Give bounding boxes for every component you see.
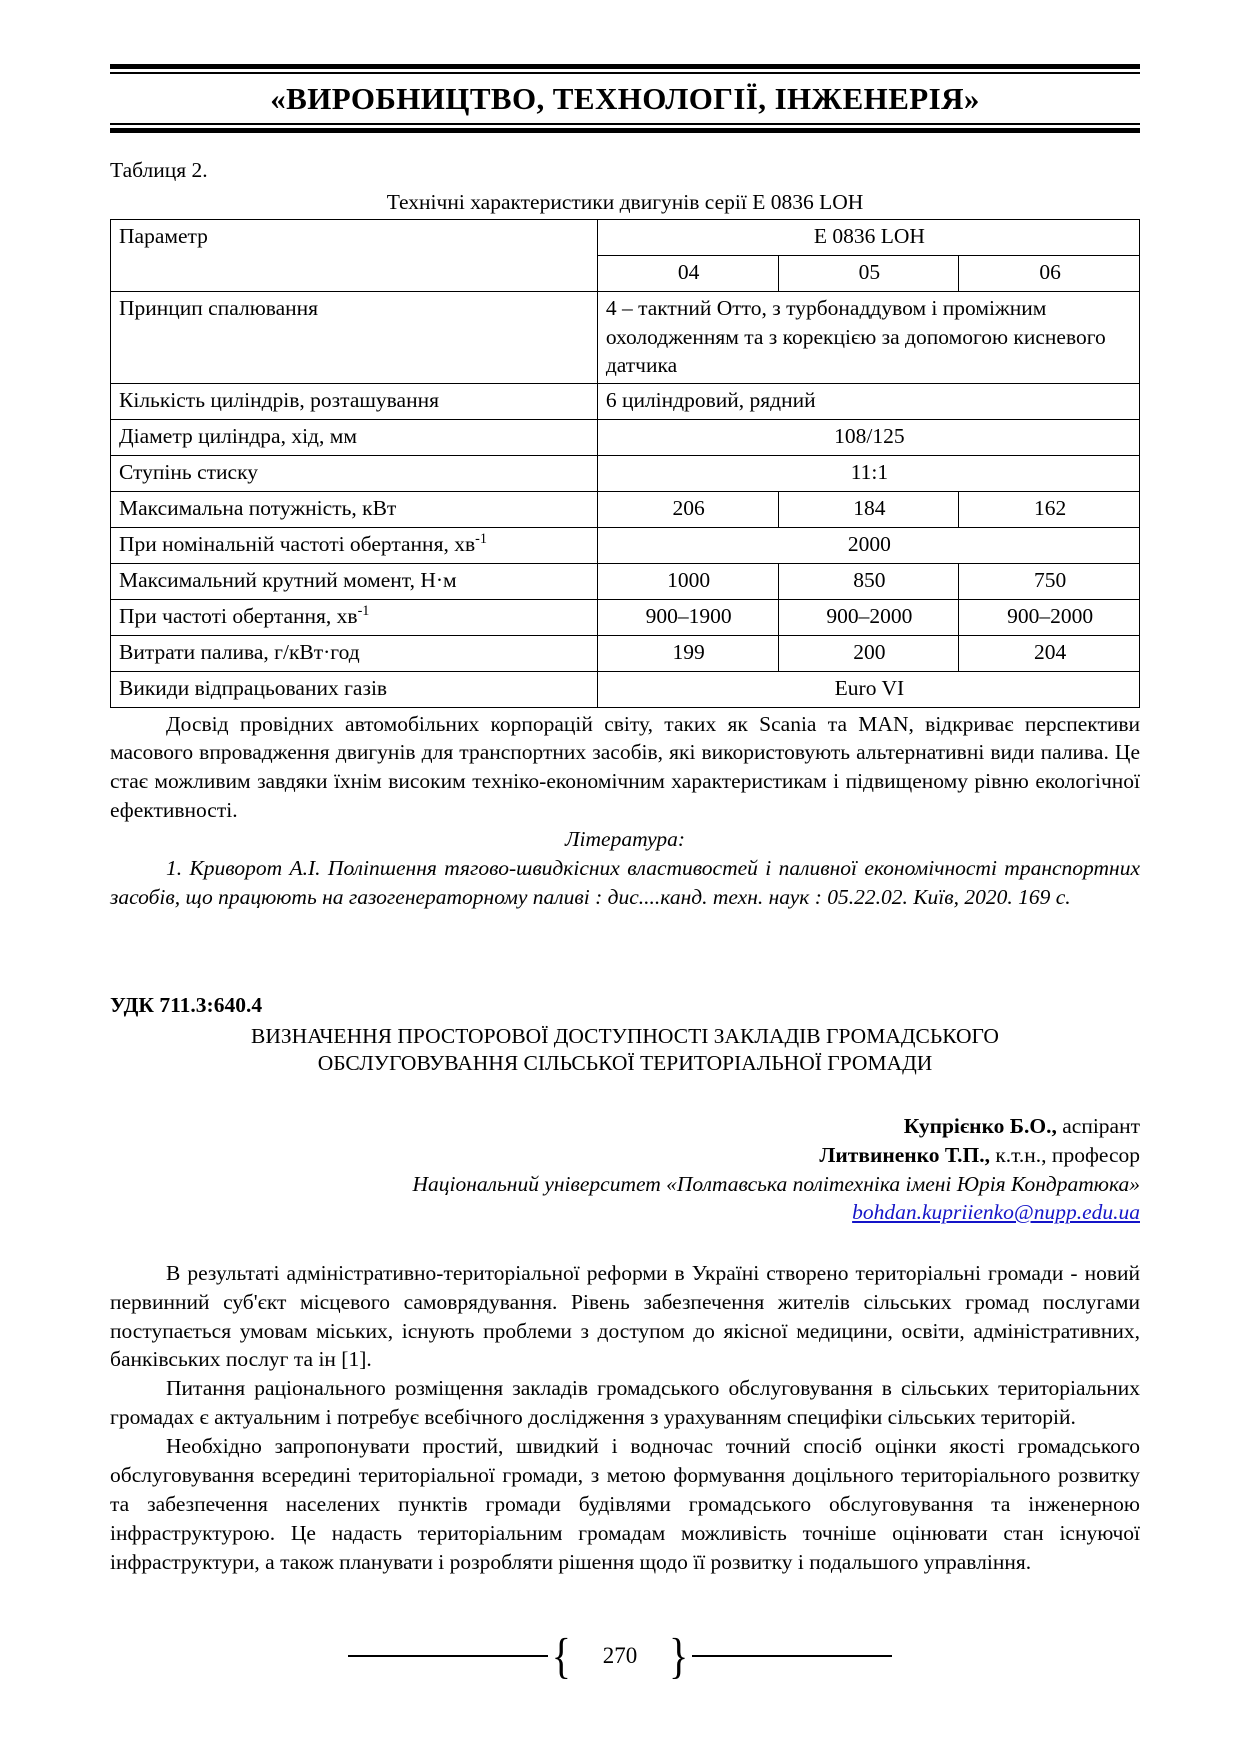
article2-body: [110, 1259, 1140, 1577]
table-cell-value-0: 199: [597, 635, 778, 671]
header-cell-variant-05: 05: [778, 256, 959, 292]
table-cell-value-2: 162: [959, 491, 1140, 527]
author-2-role: к.т.н., професор: [989, 1142, 1140, 1167]
table-cell-value-0: 1000: [597, 563, 778, 599]
article2-paragraph-3: Необхідно запропонувати простий, швидкий і водночас точний спосіб оцінки якості громадського обслуговування всередині територіальної громади, з метою формування доцільного територіального розвитку та забезпечення населених пунктів громади будівлями громадського обслуговування та інженерною інфраструктурою. Це надасть територіальним громадам можливість точніше оцінювати стан існуючої інфраструктури, а також планувати і розробляти рішення щодо її розвитку і подальшого управління.: [110, 1434, 1140, 1574]
table-row: [111, 455, 1140, 491]
table-number-label: Таблиця 2.: [110, 157, 208, 182]
table-cell-value-0: 206: [597, 491, 778, 527]
table-cell-param: Діаметр циліндра, хід, мм: [111, 419, 598, 455]
header-rule-top-thick: [110, 64, 1140, 69]
table-row: [111, 419, 1140, 455]
page-footer: [0, 1627, 1240, 1684]
table-header-row-1: [111, 220, 1140, 256]
table-row: [111, 635, 1140, 671]
header-cell-group: E 0836 LOH: [597, 220, 1139, 256]
author-2-name: Литвиненко Т.П.,: [819, 1142, 990, 1167]
table-cell-param: Кількість циліндрів, розташування: [111, 383, 598, 419]
table-cell-value: 108/125: [597, 419, 1139, 455]
table-cell-value: 11:1: [597, 455, 1139, 491]
header-cell-variant-06: 06: [959, 256, 1140, 292]
header-cell-variant-04: 04: [597, 256, 778, 292]
footer-rule-left: [348, 1655, 548, 1657]
table-row: [111, 599, 1140, 635]
header-cell-param: Параметр: [111, 220, 598, 292]
article2-title-line1: ВИЗНАЧЕННЯ ПРОСТОРОВОЇ ДОСТУПНОСТІ ЗАКЛАДІВ ГРОМАДСЬКОГО: [251, 1023, 999, 1048]
table-cell-value-2: 750: [959, 563, 1140, 599]
author-block: [110, 1112, 1140, 1169]
table-cell-param: Викиди відпрацьованих газів: [111, 671, 598, 707]
footer-rule-right: [692, 1655, 892, 1657]
literature-heading: Література:: [564, 827, 685, 852]
table-row: [111, 491, 1140, 527]
article2-paragraph-1: В результаті адміністративно-територіальної реформи в Україні створено територіальні громади - новий первинний суб'єкт місцевого самоврядування. Рівень забезпечення жителів сільських громад послугами поступається умовам міських, існують проблеми з доступом до якісної медицини, освіти, адміністративних, банківських послуг та ін [1].: [110, 1260, 1140, 1372]
table-cell-value-1: 900–2000: [778, 599, 959, 635]
table-cell-value-0: 900–1900: [597, 599, 778, 635]
footer-brace-left: {: [551, 1627, 571, 1684]
article2-title-line2: ОБСЛУГОВУВАННЯ СІЛЬСЬКОЇ ТЕРИТОРІАЛЬНОЇ ГРОМАДИ: [317, 1051, 933, 1076]
article2-title: [110, 1023, 1140, 1078]
reference-item-1: 1. Криворот А.І. Поліпшення тягово-швидкісних властивостей і паливної економічності транспортних засобів, що працюють на газогенераторному паливі : дис....канд. техн. наук : 05.22.02. Київ, 2020. 169 с.: [110, 856, 1140, 909]
table-row: [111, 563, 1140, 599]
table-cell-param: Максимальна потужність, кВт: [111, 491, 598, 527]
table-cell-value: 4 – тактний Отто, з турбонаддувом і проміжним охолодженням та з корекцією за допомогою кисневого датчика: [597, 292, 1139, 383]
author-1: [110, 1112, 1140, 1141]
table-row: [111, 527, 1140, 563]
table-cell-value-1: 184: [778, 491, 959, 527]
page-number: 270: [602, 1643, 638, 1668]
page-content: [110, 0, 1140, 1577]
running-header-title: «ВИРОБНИЦТВО, ТЕХНОЛОГІЇ, ІНЖЕНЕРІЯ»: [270, 81, 980, 116]
header-rule-bottom-thick: [110, 128, 1140, 133]
table-cell-param: Ступінь стиску: [111, 455, 598, 491]
table-cell-value: Euro VI: [597, 671, 1139, 707]
table-cell-value: 6 циліндровий, рядний: [597, 383, 1139, 419]
author-email-link[interactable]: bohdan.kupriienko@nupp.edu.ua: [852, 1200, 1140, 1225]
table-cell-value-2: 204: [959, 635, 1140, 671]
engine-spec-table: [110, 219, 1140, 707]
table-row: [111, 292, 1140, 383]
article2-paragraph-2: Питання раціонального розміщення закладів громадського обслуговування в сільських територіальних громадах є актуальним і потребує всебічного дослідження з урахуванням специфіки сільських територій.: [110, 1376, 1140, 1430]
table-cell-param: При номінальній частоті обертання, $хв^{-1}$: [111, 527, 598, 563]
table-cell-value-1: 850: [778, 563, 959, 599]
spec-table-data-rows: [111, 292, 1140, 707]
table-cell-value-2: 900–2000: [959, 599, 1140, 635]
table-cell-param: При частоті обертання, $хв^{-1}$: [111, 599, 598, 635]
table-row: [111, 383, 1140, 419]
table-cell-param: Максимальний крутний момент, Н·м: [111, 563, 598, 599]
article1-paragraph: Досвід провідних автомобільних корпорацій світу, таких як Scania та MAN, відкриває перспективи масового впровадження двигунів для транспортних засобів, які використовують альтернативні види палива. Це стає можливим завдяки їхнім високим техніко-економічним характеристикам і підвищеному рівню екологічної ефективності.: [110, 711, 1140, 823]
table-row: [111, 671, 1140, 707]
footer-brace-right: }: [669, 1627, 689, 1684]
running-header: [110, 64, 1140, 133]
table-cell-param: Принцип спалювання: [111, 292, 598, 383]
header-rule-bottom-thin: [110, 123, 1140, 125]
table-caption: Технічні характеристики двигунів серії E 0836 LOH: [386, 189, 864, 214]
table-cell-value: 2000: [597, 527, 1139, 563]
table-cell-param: Витрати палива, г/кВт·год: [111, 635, 598, 671]
author-1-name: Купрієнко Б.О.,: [903, 1114, 1057, 1139]
affiliation: Національний університет «Полтавська політехніка імені Юрія Кондратюка»: [412, 1171, 1140, 1196]
udk-code: УДК 711.3:640.4: [110, 992, 263, 1017]
author-1-role: аспірант: [1056, 1114, 1140, 1139]
spec-table-body: [111, 220, 1140, 292]
author-2: [110, 1141, 1140, 1170]
table-cell-value-1: 200: [778, 635, 959, 671]
header-rule-bottom-group: [110, 123, 1140, 133]
